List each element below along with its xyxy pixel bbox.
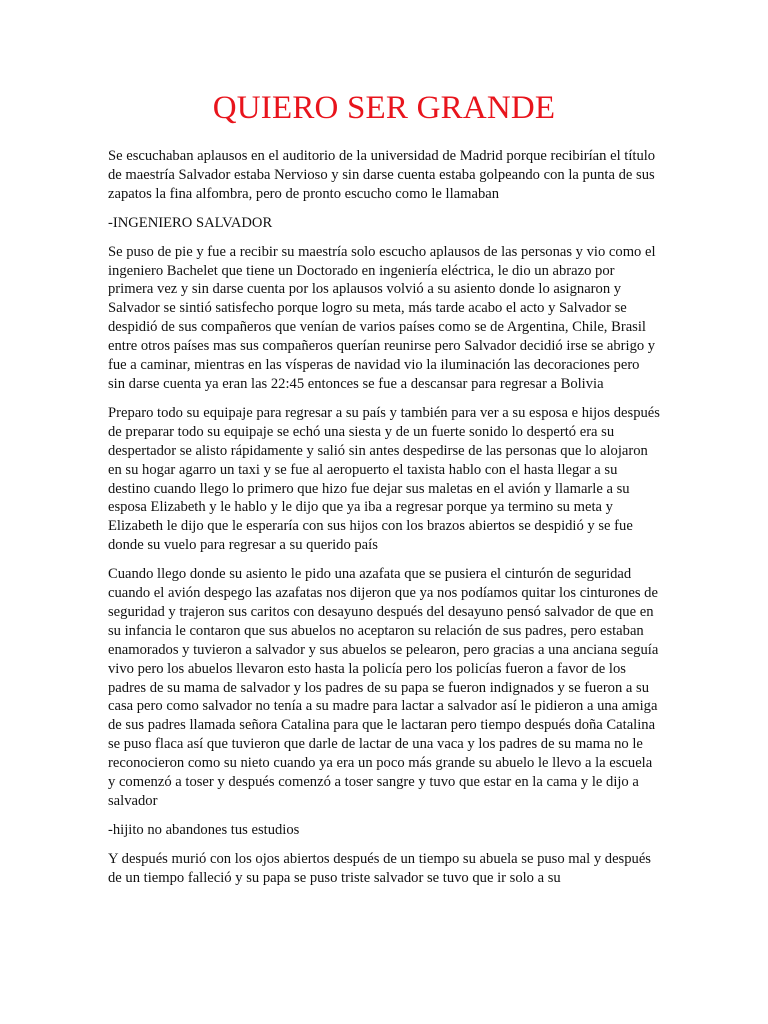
paragraph-flight-memories: Cuando llego donde su asiento le pido una azafata que se pusiera el cinturón de seguridad cuando el avión despego las azafatas nos dijeron que ya nos podíamos quitar los cinturones de seguridad y trajeron sus caritos con desayuno después del desayuno pensó salvador de que en su infancia le contaron que sus abuelos no aceptaron su relación de sus padres, pero estaban enamorados y tuvieron a salvador y sus abuelos se pelearon, pero gracias a una anciana seguía vivo pero los abuelos llevaron esto hasta la policía pero los policías fueron a favor de los padres de su mama de salvador y los padres de su papa se fueron indignados y se fueron a su casa pero como salvador no tenía a su madre para lactar a salvador así le pidieron a una amiga de sus padres llamada señora Catalina para que le lactaran pero tiempo después doña Catalina se puso flaca así que tuvieron que darle de lactar de una vaca y los padres de su mama no le reconocieron como su nieto cuando ya era un poco más grande su abuelo le llevo a la escuela y comenzó a toser y después comenzó a toser sangre y tuvo que estar en la cama y le dijo a salvador bbox=[108, 566, 659, 809]
paragraph-ceremony: Se puso de pie y fue a recibir su maestría solo escucho aplausos de las personas y vio como el ingeniero Bachelet que tiene un Doctorado en ingeniería eléctrica, le dio un abrazo por primera vez y sin darse cuenta por los aplausos volvió a su asiento donde lo asignaron y Salvador se sintió satisfecho porque logro su meta, más tarde acabo el acto y Salvador se despidió de sus compañeros que venían de varios países como se de Argentina, Chile, Brasil entre otros países mas sus compañeros querían reunirse pero Salvador decidió irse se abrigo y fue a caminar, mientras en las vísperas de navidad vio la iluminación las decoraciones pero sin darse cuenta ya eran las 22:45 entonces se fue a descansar para regresar a Bolivia bbox=[108, 243, 656, 392]
paragraph-grandfather-quote: -hijito no abandones tus estudios bbox=[108, 821, 300, 838]
paragraph-called-name: -INGENIERO SALVADOR bbox=[108, 214, 273, 231]
paragraph-graduation: Se escuchaban aplausos en el auditorio de la universidad de Madrid porque recibirían el título de maestría Salvador estaba Nervioso y sin darse cuenta estaba golpeando con la punta de sus zapatos la fina alfombra, pero de pronto escucho como le llamaban bbox=[108, 148, 656, 202]
paragraph-continuation: Y después murió con los ojos abiertos después de un tiempo su abuela se puso mal y después de un tiempo falleció y su papa se puso triste salvador se tuvo que ir solo a su bbox=[108, 850, 651, 886]
document-page bbox=[108, 86, 660, 898]
document-title: QUIERO SER GRANDE bbox=[212, 90, 556, 126]
paragraph-departure: Preparo todo su equipaje para regresar a su país y también para ver a su esposa e hijos después de preparar todo su equipaje se echó una siesta y de un fuerte sonido lo despertó era su despertador se alisto rápidamente y salió sin antes despedirse de las personas que lo alojaron en su hogar agarro un taxi y se fue al aeropuerto el taxista hablo con el hasta llegar a su destino cuando llego lo primero que hizo fue dejar sus maletas en el avión y llamarle a su esposa Elizabeth y le hablo y le dijo que ya iba a regresar porque ya termino su meta y Elizabeth le dijo que le esperaría con sus hijos con los brazos abiertos se despidió y se fue donde su vuelo para regresar a su querido país bbox=[108, 404, 660, 554]
